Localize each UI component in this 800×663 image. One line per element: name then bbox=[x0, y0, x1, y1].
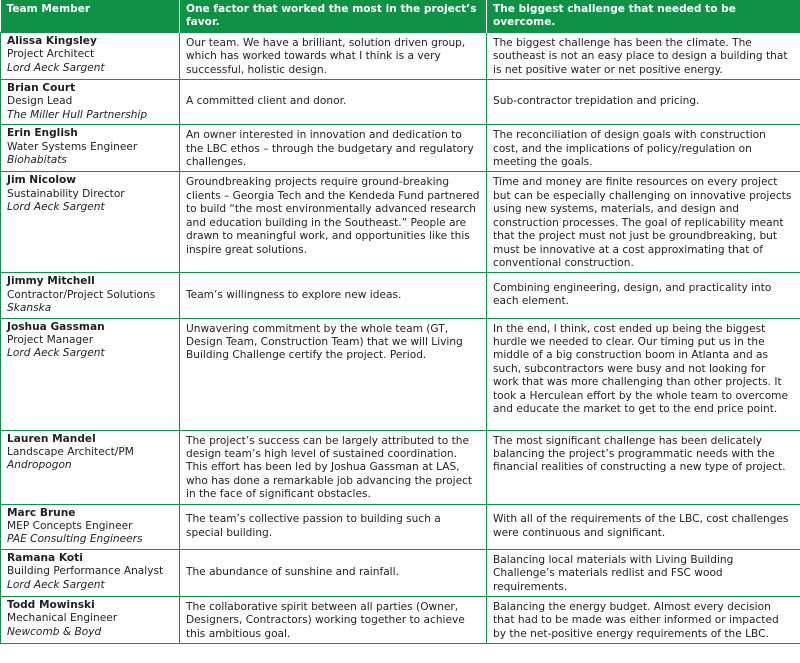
member-cell bbox=[1, 273, 180, 318]
table-row bbox=[1, 504, 800, 549]
header-row bbox=[1, 0, 800, 32]
table-row bbox=[1, 318, 800, 430]
member-name: Alissa Kingsley bbox=[7, 34, 97, 47]
factor-cell: The team’s collective passion to building such a special building. bbox=[180, 504, 487, 549]
member-organization: Lord Aeck Sargent bbox=[7, 201, 105, 214]
member-organization: PAE Consulting Engineers bbox=[7, 533, 143, 546]
member-role: Landscape Architect/PM bbox=[7, 445, 134, 458]
member-name: Brian Court bbox=[7, 82, 76, 95]
factor-cell: The abundance of sunshine and rainfall. bbox=[180, 549, 487, 596]
challenge-cell: Combining engineering, design, and practicality into each element. bbox=[487, 273, 800, 318]
header-team-member: Team Member bbox=[1, 0, 180, 32]
challenge-cell: Balancing local materials with Living Building Challenge’s materials redlist and FSC wood requirements. bbox=[487, 549, 800, 596]
challenge-cell: In the end, I think, cost ended up being the biggest hurdle we needed to clear. Our timing put us in the middle of a big construction boom in Atlanta and as such, subcontractors were busy and not looking for work that was more challenging than other projects. It took a Herculean effort by the whole team to overcome and educate the market to get to the end price point. bbox=[487, 318, 800, 430]
member-role: Design Lead bbox=[7, 95, 73, 108]
member-organization: Biohabitats bbox=[7, 154, 67, 167]
member-role: Project Manager bbox=[7, 333, 94, 346]
factor-cell: A committed client and donor. bbox=[180, 80, 487, 125]
member-role: Mechanical Engineer bbox=[7, 612, 118, 625]
member-cell bbox=[1, 318, 180, 430]
member-organization: Andropogon bbox=[7, 459, 72, 472]
member-organization: Lord Aeck Sargent bbox=[7, 578, 105, 591]
factor-cell: Unwavering commitment by the whole team (GT, Design Team, Construction Team) that we will Living Building Challenge certify the project. Period. bbox=[180, 318, 487, 430]
challenge-cell: Time and money are finite resources on every project but can be especially challenging on innovative projects using new systems, materials, and design and construction processes. The goal of replicability meant that the project must not just be groundbreaking, but must be innovative at a cost approximating that of conventional construction. bbox=[487, 172, 800, 273]
challenge-cell: With all of the requirements of the LBC, cost challenges were continuous and significant. bbox=[487, 504, 800, 549]
member-name: Marc Brune bbox=[7, 506, 76, 519]
table-row bbox=[1, 172, 800, 273]
member-name: Jimmy Mitchell bbox=[7, 275, 95, 288]
table-row bbox=[1, 32, 800, 79]
challenge-cell: The biggest challenge has been the climate. The southeast is not an easy place to design a building that is net positive water or net positive energy. bbox=[487, 32, 800, 79]
header-biggest-challenge: The biggest challenge that needed to be overcome. bbox=[487, 0, 800, 32]
table-row bbox=[1, 597, 800, 644]
challenge-cell: The reconciliation of design goals with construction cost, and the implications of policy/regulation on meeting the goals. bbox=[487, 125, 800, 172]
table-row bbox=[1, 549, 800, 596]
member-cell bbox=[1, 125, 180, 172]
factor-cell: Our team. We have a brilliant, solution driven group, which has worked towards what I think is a very successful, holistic design. bbox=[180, 32, 487, 79]
challenge-cell: Sub-contractor trepidation and pricing. bbox=[487, 80, 800, 125]
table-row bbox=[1, 80, 800, 125]
member-name: Joshua Gassman bbox=[7, 320, 105, 333]
table-row bbox=[1, 430, 800, 504]
table-row bbox=[1, 125, 800, 172]
member-name: Ramana Koti bbox=[7, 551, 83, 564]
table-row bbox=[1, 273, 800, 318]
factor-cell: The collaborative spirit between all parties (Owner, Designers, Contractors) working together to achieve this ambitious goal. bbox=[180, 597, 487, 644]
header-favorable-factor: One factor that worked the most in the project’s favor. bbox=[180, 0, 487, 32]
factor-cell: Team’s willingness to explore new ideas. bbox=[180, 273, 487, 318]
member-cell bbox=[1, 430, 180, 504]
factor-cell: An owner interested in innovation and dedication to the LBC ethos – through the budgetary and regulatory challenges. bbox=[180, 125, 487, 172]
member-name: Lauren Mandel bbox=[7, 432, 96, 445]
member-cell bbox=[1, 504, 180, 549]
factor-cell: The project’s success can be largely attributed to the design team’s high level of sustained coordination. This effort has been led by Joshua Gassman at LAS, who has done a remarkable job advancing the project in the face of significant obstacles. bbox=[180, 430, 487, 504]
member-cell bbox=[1, 597, 180, 644]
member-role: MEP Concepts Engineer bbox=[7, 519, 133, 532]
member-role: Building Performance Analyst bbox=[7, 565, 164, 578]
member-role: Contractor/Project Solutions bbox=[7, 288, 156, 301]
member-cell bbox=[1, 80, 180, 125]
member-organization: Lord Aeck Sargent bbox=[7, 347, 105, 360]
member-name: Erin English bbox=[7, 127, 78, 140]
member-cell bbox=[1, 549, 180, 596]
factor-cell: Groundbreaking projects require ground-breaking clients – Georgia Tech and the Kendeda Fund partnered to build “the most environmentally advanced research and education building in the Southeast.” People are drawn to meaningful work, and opportunities like this inspire great solutions. bbox=[180, 172, 487, 273]
member-organization: Lord Aeck Sargent bbox=[7, 61, 105, 74]
member-role: Water Systems Engineer bbox=[7, 140, 138, 153]
member-role: Project Architect bbox=[7, 48, 95, 61]
member-name: Todd Mowinski bbox=[7, 599, 95, 611]
challenge-cell: The most significant challenge has been delicately balancing the project’s programmatic needs with the financial realities of constructing a new type of project. bbox=[487, 430, 800, 504]
member-cell bbox=[1, 32, 180, 79]
challenge-cell: Balancing the energy budget. Almost every decision that had to be made was either informed or impacted by the net-positive energy requirements of the LBC. bbox=[487, 597, 800, 644]
member-role: Sustainability Director bbox=[7, 187, 125, 200]
member-organization: Skanska bbox=[7, 302, 52, 315]
member-name: Jim Nicolow bbox=[7, 174, 77, 187]
member-organization: The Miller Hull Partnership bbox=[7, 108, 148, 121]
member-organization: Newcomb & Boyd bbox=[7, 625, 102, 638]
member-cell bbox=[1, 172, 180, 273]
